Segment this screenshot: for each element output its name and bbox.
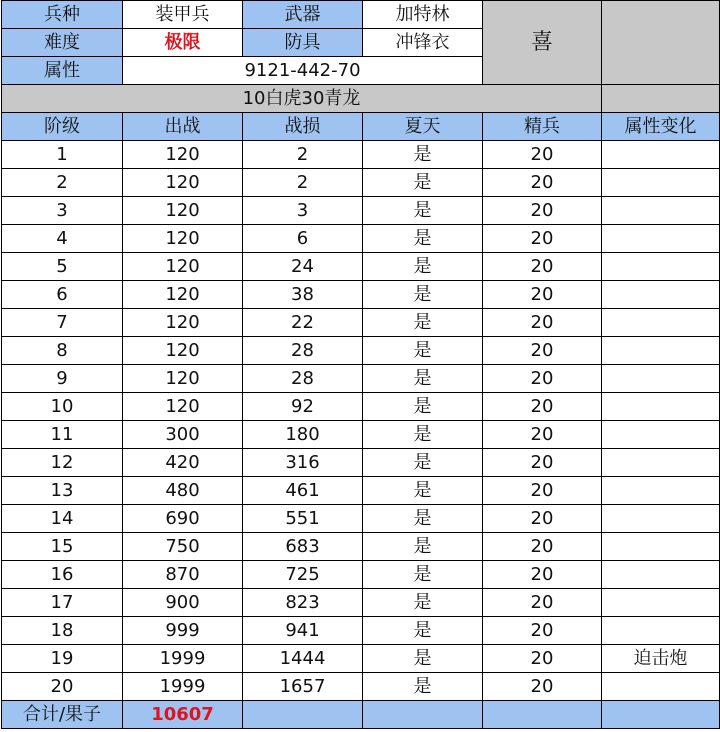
row-summer: 是	[363, 141, 483, 169]
footer-blank	[483, 701, 602, 729]
row-loss: 2	[243, 141, 363, 169]
table-row	[2, 421, 720, 449]
row-level: 16	[2, 561, 123, 589]
table-row	[2, 645, 720, 673]
row-change	[602, 589, 720, 617]
row-level: 2	[2, 169, 123, 197]
table-row	[2, 141, 720, 169]
row-change	[602, 365, 720, 393]
row-deploy: 120	[123, 281, 243, 309]
blank-top-right	[602, 1, 720, 85]
row-level: 3	[2, 197, 123, 225]
unit-stats-table	[1, 0, 720, 729]
row-summer: 是	[363, 281, 483, 309]
row-summer: 是	[363, 449, 483, 477]
row-elite: 20	[483, 225, 602, 253]
row-level: 11	[2, 421, 123, 449]
table-row	[2, 589, 720, 617]
footer-row	[2, 701, 720, 729]
weapon-label: 武器	[243, 1, 363, 29]
table-row	[2, 253, 720, 281]
row-loss: 551	[243, 505, 363, 533]
row-deploy: 900	[123, 589, 243, 617]
table-row	[2, 449, 720, 477]
row-deploy: 420	[123, 449, 243, 477]
row-change	[602, 225, 720, 253]
row-deploy: 999	[123, 617, 243, 645]
row-level: 20	[2, 673, 123, 701]
row-elite: 20	[483, 449, 602, 477]
row-summer: 是	[363, 617, 483, 645]
row-elite: 20	[483, 589, 602, 617]
row-loss: 3	[243, 197, 363, 225]
row-deploy: 690	[123, 505, 243, 533]
row-loss: 941	[243, 617, 363, 645]
row-change	[602, 421, 720, 449]
row-elite: 20	[483, 365, 602, 393]
row-deploy: 120	[123, 337, 243, 365]
row-summer: 是	[363, 505, 483, 533]
row-summer: 是	[363, 365, 483, 393]
row-elite: 20	[483, 197, 602, 225]
row-summer: 是	[363, 561, 483, 589]
row-level: 10	[2, 393, 123, 421]
row-deploy: 870	[123, 561, 243, 589]
row-change	[602, 337, 720, 365]
weapon-value: 加特林	[363, 1, 483, 29]
row-deploy: 120	[123, 197, 243, 225]
unit-type-value: 装甲兵	[123, 1, 243, 29]
row-level: 15	[2, 533, 123, 561]
row-deploy: 120	[123, 141, 243, 169]
row-summer: 是	[363, 197, 483, 225]
armor-label: 防具	[243, 29, 363, 57]
row-change: 迫击炮	[602, 645, 720, 673]
row-loss: 28	[243, 365, 363, 393]
row-change	[602, 533, 720, 561]
table-row	[2, 337, 720, 365]
row-summer: 是	[363, 169, 483, 197]
row-change	[602, 617, 720, 645]
row-change	[602, 309, 720, 337]
row-loss: 6	[243, 225, 363, 253]
row-summer: 是	[363, 393, 483, 421]
row-elite: 20	[483, 421, 602, 449]
row-level: 8	[2, 337, 123, 365]
row-summer: 是	[363, 589, 483, 617]
row-elite: 20	[483, 141, 602, 169]
row-deploy: 300	[123, 421, 243, 449]
row-change	[602, 505, 720, 533]
row-loss: 38	[243, 281, 363, 309]
row-loss: 725	[243, 561, 363, 589]
row-level: 4	[2, 225, 123, 253]
unit-type-label: 兵种	[2, 1, 123, 29]
row-deploy: 1999	[123, 645, 243, 673]
row-loss: 316	[243, 449, 363, 477]
row-deploy: 750	[123, 533, 243, 561]
row-summer: 是	[363, 225, 483, 253]
row-loss: 1657	[243, 673, 363, 701]
row-change	[602, 673, 720, 701]
row-summer: 是	[363, 673, 483, 701]
difficulty-label: 难度	[2, 29, 123, 57]
row-elite: 20	[483, 337, 602, 365]
row-summer: 是	[363, 337, 483, 365]
column-header-row	[2, 113, 720, 141]
row-summer: 是	[363, 309, 483, 337]
row-elite: 20	[483, 169, 602, 197]
row-loss: 180	[243, 421, 363, 449]
table-row	[2, 197, 720, 225]
row-summer: 是	[363, 645, 483, 673]
row-level: 5	[2, 253, 123, 281]
row-change	[602, 197, 720, 225]
row-loss: 28	[243, 337, 363, 365]
footer-blank	[363, 701, 483, 729]
row-elite: 20	[483, 281, 602, 309]
banner: 10白虎30青龙	[2, 85, 602, 113]
table-row	[2, 505, 720, 533]
row-change	[602, 449, 720, 477]
mood-cell: 喜	[483, 1, 602, 85]
row-change	[602, 253, 720, 281]
row-elite: 20	[483, 533, 602, 561]
row-loss: 461	[243, 477, 363, 505]
difficulty-value: 极限	[123, 29, 243, 57]
table-row	[2, 225, 720, 253]
table-row	[2, 673, 720, 701]
row-loss: 22	[243, 309, 363, 337]
column-header-level: 阶级	[2, 113, 123, 141]
row-summer: 是	[363, 477, 483, 505]
row-summer: 是	[363, 533, 483, 561]
column-header-change: 属性变化	[602, 113, 720, 141]
row-change	[602, 281, 720, 309]
row-level: 19	[2, 645, 123, 673]
footer-label: 合计/果子	[2, 701, 123, 729]
row-change	[602, 477, 720, 505]
row-level: 13	[2, 477, 123, 505]
table-row	[2, 309, 720, 337]
row-deploy: 120	[123, 169, 243, 197]
row-elite: 20	[483, 617, 602, 645]
row-level: 7	[2, 309, 123, 337]
row-deploy: 120	[123, 309, 243, 337]
column-header-deploy: 出战	[123, 113, 243, 141]
row-change	[602, 141, 720, 169]
row-elite: 20	[483, 309, 602, 337]
row-level: 1	[2, 141, 123, 169]
row-summer: 是	[363, 421, 483, 449]
row-level: 6	[2, 281, 123, 309]
row-level: 14	[2, 505, 123, 533]
table-row	[2, 393, 720, 421]
row-level: 17	[2, 589, 123, 617]
row-deploy: 120	[123, 253, 243, 281]
row-elite: 20	[483, 561, 602, 589]
column-header-elite: 精兵	[483, 113, 602, 141]
table-row	[2, 561, 720, 589]
row-loss: 683	[243, 533, 363, 561]
column-header-summer: 夏天	[363, 113, 483, 141]
row-loss: 1444	[243, 645, 363, 673]
row-elite: 20	[483, 253, 602, 281]
banner-blank	[602, 85, 720, 113]
row-deploy: 120	[123, 225, 243, 253]
row-level: 9	[2, 365, 123, 393]
table-row	[2, 477, 720, 505]
row-summer: 是	[363, 253, 483, 281]
column-header-loss: 战损	[243, 113, 363, 141]
row-level: 12	[2, 449, 123, 477]
footer-blank	[602, 701, 720, 729]
table-row	[2, 365, 720, 393]
row-deploy: 1999	[123, 673, 243, 701]
row-elite: 20	[483, 505, 602, 533]
row-deploy: 480	[123, 477, 243, 505]
table-row	[2, 533, 720, 561]
row-change	[602, 393, 720, 421]
table-row	[2, 169, 720, 197]
row-elite: 20	[483, 673, 602, 701]
row-change	[602, 561, 720, 589]
row-deploy: 120	[123, 393, 243, 421]
attribute-label: 属性	[2, 57, 123, 85]
row-loss: 823	[243, 589, 363, 617]
footer-total: 10607	[123, 701, 243, 729]
row-elite: 20	[483, 645, 602, 673]
row-loss: 24	[243, 253, 363, 281]
row-elite: 20	[483, 477, 602, 505]
row-loss: 92	[243, 393, 363, 421]
table-row	[2, 617, 720, 645]
table-row	[2, 281, 720, 309]
row-change	[602, 169, 720, 197]
row-level: 18	[2, 617, 123, 645]
footer-blank	[243, 701, 363, 729]
attribute-value: 9121-442-70	[123, 57, 483, 85]
row-deploy: 120	[123, 365, 243, 393]
row-loss: 2	[243, 169, 363, 197]
armor-value: 冲锋衣	[363, 29, 483, 57]
row-elite: 20	[483, 393, 602, 421]
